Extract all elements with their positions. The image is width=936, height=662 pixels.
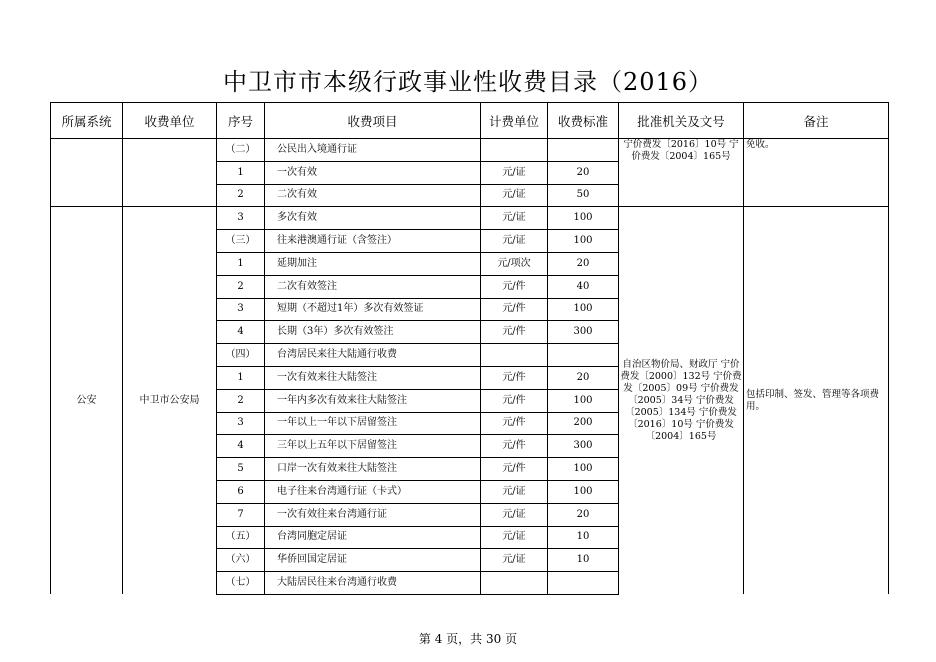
item-cell: 一年内多次有效来往大陆签注 bbox=[265, 389, 481, 412]
item-cell: 三年以上五年以下居留签注 bbox=[265, 435, 481, 458]
measure-cell: 元/证 bbox=[481, 526, 548, 549]
standard-cell: 200 bbox=[548, 412, 619, 435]
standard-cell bbox=[548, 139, 619, 162]
seq-cell: 2 bbox=[217, 275, 265, 298]
measure-cell: 元/证 bbox=[481, 503, 548, 526]
system-cell: 公安 bbox=[51, 207, 123, 595]
header-approval: 批准机关及文号 bbox=[619, 103, 744, 139]
item-cell: 延期加注 bbox=[265, 252, 481, 275]
system-cell bbox=[51, 139, 123, 207]
measure-cell: 元/证 bbox=[481, 230, 548, 253]
standard-cell: 300 bbox=[548, 435, 619, 458]
header-measure: 计费单位 bbox=[481, 103, 548, 139]
seq-cell: 2 bbox=[217, 389, 265, 412]
measure-cell: 元/件 bbox=[481, 275, 548, 298]
standard-cell: 20 bbox=[548, 252, 619, 275]
measure-cell: 元/件 bbox=[481, 366, 548, 389]
seq-cell: 4 bbox=[217, 321, 265, 344]
seq-cell: 3 bbox=[217, 298, 265, 321]
item-cell: 长期（3年）多次有效签注 bbox=[265, 321, 481, 344]
measure-cell: 元/项次 bbox=[481, 252, 548, 275]
standard-cell: 10 bbox=[548, 526, 619, 549]
header-seq: 序号 bbox=[217, 103, 265, 139]
standard-cell: 100 bbox=[548, 207, 619, 230]
item-cell: 多次有效 bbox=[265, 207, 481, 230]
seq-cell: 4 bbox=[217, 435, 265, 458]
measure-cell: 元/件 bbox=[481, 298, 548, 321]
seq-cell: 2 bbox=[217, 184, 265, 207]
standard-cell: 20 bbox=[548, 366, 619, 389]
seq-cell: 7 bbox=[217, 503, 265, 526]
measure-cell: 元/件 bbox=[481, 435, 548, 458]
header-system: 所属系统 bbox=[51, 103, 123, 139]
item-cell: 华侨回国定居证 bbox=[265, 549, 481, 572]
header-unit: 收费单位 bbox=[123, 103, 217, 139]
item-cell: 一次有效来往大陆签注 bbox=[265, 366, 481, 389]
item-cell: 往来港澳通行证（含签注） bbox=[265, 230, 481, 253]
measure-cell bbox=[481, 344, 548, 367]
seq-cell: 1 bbox=[217, 161, 265, 184]
item-cell: 台湾同胞定居证 bbox=[265, 526, 481, 549]
header-standard: 收费标准 bbox=[548, 103, 619, 139]
measure-cell: 元/件 bbox=[481, 412, 548, 435]
seq-cell: （七） bbox=[217, 572, 265, 595]
seq-cell: （六） bbox=[217, 549, 265, 572]
standard-cell: 20 bbox=[548, 503, 619, 526]
seq-cell: 1 bbox=[217, 366, 265, 389]
seq-cell: 5 bbox=[217, 458, 265, 481]
measure-cell: 元/件 bbox=[481, 321, 548, 344]
measure-cell bbox=[481, 139, 548, 162]
seq-cell: 3 bbox=[217, 412, 265, 435]
approval-cell: 自治区物价局、财政厅 宁价费发〔2000〕132号 宁价费发〔2005〕09号 宁价费发〔2005〕34号 宁价费发〔2005〕134号 宁价费发〔2016〕10号 宁价费发〔2004〕165号 bbox=[619, 207, 744, 595]
standard-cell: 100 bbox=[548, 298, 619, 321]
measure-cell: 元/件 bbox=[481, 458, 548, 481]
page-footer: 第 4 页，共 30 页 bbox=[418, 632, 518, 646]
item-cell: 公民出入境通行证 bbox=[265, 139, 481, 162]
measure-cell: 元/件 bbox=[481, 389, 548, 412]
standard-cell: 40 bbox=[548, 275, 619, 298]
measure-cell: 元/证 bbox=[481, 184, 548, 207]
standard-cell bbox=[548, 344, 619, 367]
header-remark: 备注 bbox=[744, 103, 889, 139]
unit-cell bbox=[123, 139, 217, 207]
item-cell: 一年以上一年以下居留签注 bbox=[265, 412, 481, 435]
standard-cell: 50 bbox=[548, 184, 619, 207]
standard-cell: 20 bbox=[548, 161, 619, 184]
item-cell: 短期（不超过1年）多次有效签证 bbox=[265, 298, 481, 321]
seq-cell: （二） bbox=[217, 139, 265, 162]
remark-cell: 免收。 bbox=[744, 139, 889, 207]
seq-cell: （三） bbox=[217, 230, 265, 253]
measure-cell: 元/证 bbox=[481, 549, 548, 572]
page-title: 中卫市市本级行政事业性收费目录（2016） bbox=[222, 68, 714, 96]
standard-cell bbox=[548, 572, 619, 595]
item-cell: 台湾居民来往大陆通行收费 bbox=[265, 344, 481, 367]
item-cell: 大陆居民往来台湾通行收费 bbox=[265, 572, 481, 595]
standard-cell: 100 bbox=[548, 480, 619, 503]
approval-cell: 宁价费发〔2016〕10号 宁价费发〔2004〕165号 bbox=[619, 139, 744, 207]
seq-cell: （五） bbox=[217, 526, 265, 549]
measure-cell: 元/证 bbox=[481, 480, 548, 503]
seq-cell: 6 bbox=[217, 480, 265, 503]
header-item: 收费项目 bbox=[265, 103, 481, 139]
table-row bbox=[51, 139, 889, 162]
measure-cell: 元/证 bbox=[481, 161, 548, 184]
item-cell: 电子往来台湾通行证（卡式） bbox=[265, 480, 481, 503]
standard-cell: 10 bbox=[548, 549, 619, 572]
item-cell: 二次有效 bbox=[265, 184, 481, 207]
item-cell: 一次有效 bbox=[265, 161, 481, 184]
fee-table bbox=[50, 102, 889, 595]
measure-cell: 元/证 bbox=[481, 207, 548, 230]
unit-cell: 中卫市公安局 bbox=[123, 207, 217, 595]
standard-cell: 100 bbox=[548, 389, 619, 412]
item-cell: 口岸一次有效来往大陆签注 bbox=[265, 458, 481, 481]
measure-cell bbox=[481, 572, 548, 595]
header-row bbox=[51, 103, 889, 139]
standard-cell: 100 bbox=[548, 230, 619, 253]
seq-cell: 3 bbox=[217, 207, 265, 230]
seq-cell: 1 bbox=[217, 252, 265, 275]
table-row bbox=[51, 207, 889, 230]
seq-cell: （四） bbox=[217, 344, 265, 367]
item-cell: 一次有效往来台湾通行证 bbox=[265, 503, 481, 526]
remark-cell: 包括印制、签发、管理等各项费用。 bbox=[744, 207, 889, 595]
standard-cell: 100 bbox=[548, 458, 619, 481]
standard-cell: 300 bbox=[548, 321, 619, 344]
item-cell: 二次有效签注 bbox=[265, 275, 481, 298]
